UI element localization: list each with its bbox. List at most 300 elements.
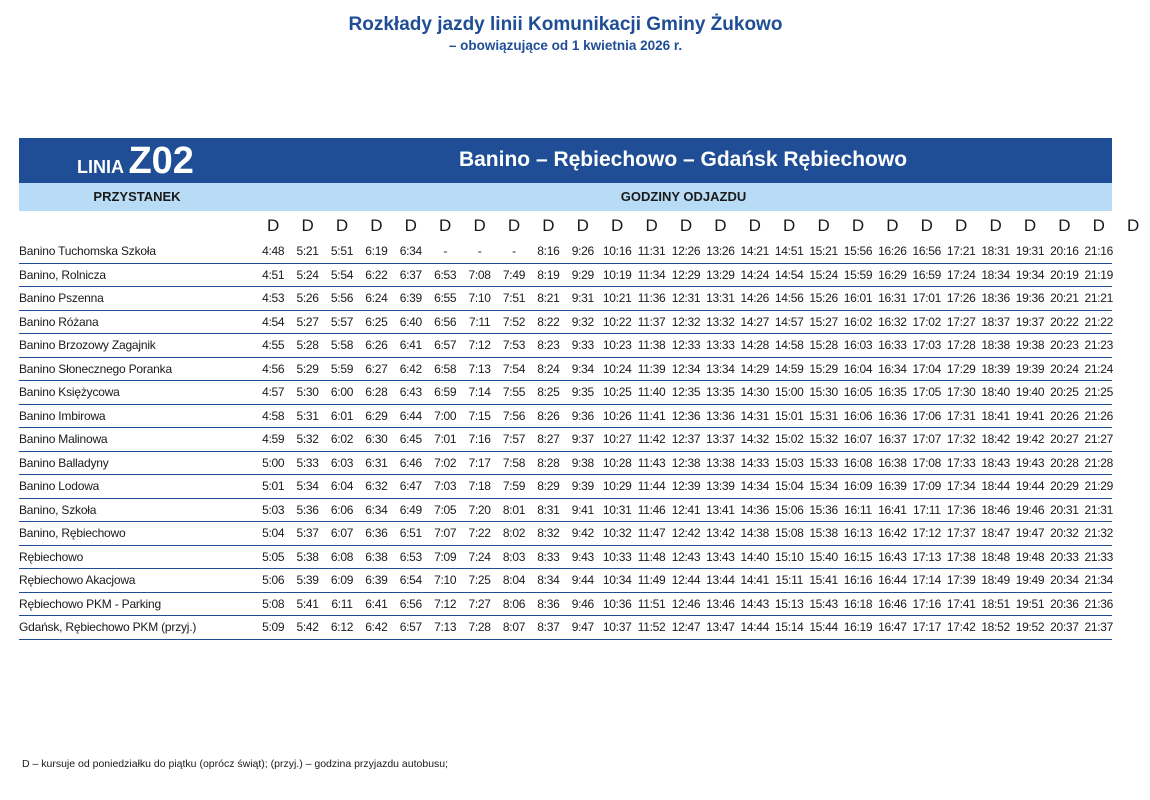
departure-time: 20:24 xyxy=(1050,361,1079,376)
departure-time: 16:09 xyxy=(843,479,873,493)
departure-time: 16:34 xyxy=(878,361,907,376)
departure-time: 15:13 xyxy=(774,596,804,611)
departure-time: 17:42 xyxy=(946,620,976,634)
departure-time: 10:36 xyxy=(602,596,632,611)
stop-name: Rębiechowo PKM - Parking xyxy=(19,596,161,611)
departure-time: 6:01 xyxy=(330,408,354,423)
departure-time: 8:26 xyxy=(537,408,560,423)
table-row xyxy=(19,381,1112,405)
departure-time: 9:39 xyxy=(571,479,594,493)
departure-time: 16:11 xyxy=(844,502,872,517)
day-code: D xyxy=(920,216,933,235)
departure-time: 10:31 xyxy=(602,502,632,517)
departure-time: 14:40 xyxy=(740,549,770,564)
departure-time: 5:56 xyxy=(330,291,354,305)
departure-time: 8:34 xyxy=(537,573,560,587)
departure-time: 5:26 xyxy=(296,291,319,305)
departure-time: 5:36 xyxy=(296,502,319,517)
departure-time: 17:39 xyxy=(946,573,976,587)
stop-name: Banino Pszenna xyxy=(19,291,104,305)
departure-time: 17:12 xyxy=(912,526,942,540)
departure-time: 17:36 xyxy=(946,502,976,517)
departure-time: 12:41 xyxy=(671,502,701,517)
day-code: D xyxy=(576,216,589,235)
departure-time: 19:36 xyxy=(1015,291,1045,305)
departure-time: 8:36 xyxy=(537,596,560,611)
departure-time: 13:47 xyxy=(706,620,735,634)
departure-time: 13:43 xyxy=(706,549,735,564)
departure-time: 17:30 xyxy=(946,385,976,399)
departure-time: 13:29 xyxy=(706,267,735,282)
departure-time: 21:21 xyxy=(1084,291,1114,305)
departure-time: 6:55 xyxy=(434,291,457,305)
departure-time: 5:04 xyxy=(262,526,285,540)
departure-time: 15:28 xyxy=(809,338,838,352)
departure-time: 14:30 xyxy=(740,385,770,399)
departure-time: 4:53 xyxy=(262,291,285,305)
departure-time: 18:44 xyxy=(981,479,1010,493)
departure-time: 7:57 xyxy=(502,432,526,446)
departure-time: 7:53 xyxy=(502,338,526,352)
departure-time: 15:27 xyxy=(809,314,838,329)
departure-time: 15:08 xyxy=(774,526,804,540)
departure-time: 7:12 xyxy=(434,596,457,611)
stop-name: Banino, Rębiechowo xyxy=(19,526,126,540)
table-row xyxy=(19,452,1112,476)
departure-time: 6:53 xyxy=(399,549,422,564)
column-header-bar xyxy=(19,183,1112,211)
departure-time: 5:30 xyxy=(296,385,319,399)
departure-time: 14:38 xyxy=(740,526,770,540)
departure-time: 19:43 xyxy=(1015,455,1045,470)
departure-time: 9:33 xyxy=(571,338,594,352)
departure-time: 6:41 xyxy=(365,596,388,611)
departure-time: 12:31 xyxy=(671,291,701,305)
departure-time: 6:22 xyxy=(365,267,388,282)
departure-time: 5:41 xyxy=(296,596,319,611)
departure-time: 19:34 xyxy=(1015,267,1045,282)
departure-time: 7:09 xyxy=(434,549,457,564)
stop-name: Banino Balladyny xyxy=(19,455,109,470)
departure-time: 21:23 xyxy=(1084,338,1114,352)
departure-time: 14:28 xyxy=(740,338,770,352)
table-row xyxy=(19,593,1112,617)
departure-time: 15:56 xyxy=(843,244,873,258)
departure-time: 16:04 xyxy=(843,361,873,376)
departure-time: 15:00 xyxy=(774,385,804,399)
departure-time: 10:23 xyxy=(602,338,632,352)
departure-time: 7:14 xyxy=(468,385,491,399)
departure-time: 16:47 xyxy=(878,620,907,634)
departure-time: 16:43 xyxy=(878,549,907,564)
departure-time: 15:36 xyxy=(809,502,838,517)
departure-time: 11:41 xyxy=(637,408,666,423)
day-code: D xyxy=(370,216,383,235)
departure-time: 6:31 xyxy=(365,455,388,470)
departure-time: 7:25 xyxy=(468,573,491,587)
departure-time: 9:44 xyxy=(571,573,594,587)
departure-time: 13:32 xyxy=(706,314,735,329)
departure-time: 17:26 xyxy=(946,291,976,305)
departure-time: 8:03 xyxy=(502,549,526,564)
departure-time: 6:53 xyxy=(434,267,457,282)
departure-time: 14:33 xyxy=(740,455,770,470)
day-code: D xyxy=(335,216,349,235)
departure-time: 7:07 xyxy=(434,526,457,540)
departure-time: 6:57 xyxy=(399,620,422,634)
table-row xyxy=(19,405,1112,429)
departure-time: 7:20 xyxy=(468,502,491,517)
departure-time: 17:34 xyxy=(946,479,976,493)
departure-time: 6:34 xyxy=(365,502,388,517)
departure-time: 21:29 xyxy=(1084,479,1114,493)
stop-name: Gdańsk, Rębiechowo PKM (przyj.) xyxy=(19,620,197,634)
departure-time: 16:26 xyxy=(878,244,907,258)
departure-time: 18:38 xyxy=(981,338,1010,352)
departure-time: 9:29 xyxy=(571,267,594,282)
departure-time: 16:35 xyxy=(878,385,907,399)
departure-time: 14:34 xyxy=(740,479,770,493)
departure-time: 6:06 xyxy=(330,502,354,517)
departure-time: 14:27 xyxy=(740,314,770,329)
departure-time: 10:32 xyxy=(602,526,632,540)
departure-time: 18:51 xyxy=(981,596,1010,611)
departure-time: 16:46 xyxy=(878,596,907,611)
departure-time: 16:05 xyxy=(843,385,873,399)
departure-time: 12:46 xyxy=(671,596,701,611)
departure-time: 19:39 xyxy=(1015,361,1045,376)
departure-time: 16:36 xyxy=(878,408,907,423)
departure-time: 7:15 xyxy=(468,408,491,423)
departure-time: 16:01 xyxy=(843,291,873,305)
departure-time: 17:24 xyxy=(946,267,976,282)
departure-time: 18:46 xyxy=(981,502,1010,517)
departure-time: 18:43 xyxy=(981,455,1010,470)
departure-time: 10:37 xyxy=(602,620,632,634)
departure-time: 7:28 xyxy=(468,620,491,634)
departure-time: 5:39 xyxy=(296,573,319,587)
departure-time: 18:42 xyxy=(981,432,1010,446)
departure-time: 16:41 xyxy=(878,502,907,517)
departure-time: 12:37 xyxy=(671,432,701,446)
departure-time: 21:19 xyxy=(1084,267,1114,282)
departure-time: 20:22 xyxy=(1050,314,1079,329)
departure-time: 20:16 xyxy=(1050,244,1079,258)
departure-time: 19:37 xyxy=(1015,314,1045,329)
departure-time: 6:34 xyxy=(399,244,422,258)
departure-time: 10:24 xyxy=(602,361,632,376)
departure-time: 6:40 xyxy=(399,314,422,329)
day-code: D xyxy=(1058,216,1071,235)
departure-time: 17:06 xyxy=(912,408,942,423)
departure-time: 13:39 xyxy=(706,479,735,493)
line-prefix: LINIA xyxy=(77,157,124,177)
departure-time: 13:41 xyxy=(706,502,735,517)
day-code: D xyxy=(955,216,968,235)
departure-time: 20:29 xyxy=(1050,479,1079,493)
departure-time: 21:27 xyxy=(1084,432,1114,446)
departure-time: 6:11 xyxy=(331,596,353,611)
day-code-row xyxy=(0,214,1140,238)
departure-time: 6:57 xyxy=(434,338,457,352)
departure-time: 6:38 xyxy=(365,549,388,564)
departure-time: 16:32 xyxy=(878,314,907,329)
departure-time: 8:21 xyxy=(537,291,560,305)
departure-time: 13:46 xyxy=(706,596,735,611)
departure-time: 12:44 xyxy=(671,573,701,587)
departure-time: 17:01 xyxy=(912,291,942,305)
departure-time: 20:34 xyxy=(1050,573,1079,587)
departure-time: 16:08 xyxy=(843,455,873,470)
departure-time: 19:44 xyxy=(1015,479,1045,493)
departure-time: 11:36 xyxy=(637,291,666,305)
departure-time: 7:18 xyxy=(468,479,491,493)
departure-time: 5:37 xyxy=(296,526,319,540)
departure-time: 12:36 xyxy=(671,408,701,423)
departure-time: 9:35 xyxy=(571,385,594,399)
departure-time: 14:57 xyxy=(774,314,804,329)
departure-time: 21:16 xyxy=(1084,244,1114,258)
departure-time: 18:34 xyxy=(981,267,1010,282)
day-code: D xyxy=(1127,216,1140,235)
departure-time: 5:57 xyxy=(330,314,354,329)
departure-time: 14:41 xyxy=(740,573,770,587)
departure-time: 16:03 xyxy=(843,338,873,352)
departure-time: 18:39 xyxy=(981,361,1010,376)
departure-time: 6:58 xyxy=(434,361,457,376)
day-code: D xyxy=(714,216,727,235)
departure-time: 15:14 xyxy=(774,620,804,634)
day-code: D xyxy=(679,216,693,235)
departure-time: 7:56 xyxy=(502,408,526,423)
departure-time: 8:29 xyxy=(537,479,560,493)
departure-time: 15:06 xyxy=(774,502,804,517)
departure-time: 14:43 xyxy=(740,596,770,611)
departure-time: 11:42 xyxy=(637,432,666,446)
departure-time: 15:04 xyxy=(774,479,804,493)
departure-time: 15:24 xyxy=(809,267,838,282)
stop-name: Banino Lodowa xyxy=(19,479,100,493)
departure-time: 6:45 xyxy=(399,432,422,446)
departure-time: 9:31 xyxy=(571,291,594,305)
departure-time: 21:33 xyxy=(1084,549,1114,564)
table-row xyxy=(19,311,1112,335)
departure-time: 19:41 xyxy=(1015,408,1045,423)
departure-time: 11:37 xyxy=(637,314,666,329)
departure-time: 11:31 xyxy=(637,244,666,258)
departure-time: 17:27 xyxy=(946,314,976,329)
departure-time: 4:57 xyxy=(262,385,285,399)
departure-time: 20:32 xyxy=(1050,526,1079,540)
departure-time: 21:37 xyxy=(1084,620,1114,634)
stop-name: Rębiechowo xyxy=(19,549,84,564)
departure-time: 21:28 xyxy=(1084,455,1114,470)
table-row xyxy=(19,499,1112,523)
departure-time: 18:52 xyxy=(981,620,1010,634)
departure-time: 18:49 xyxy=(981,573,1010,587)
departure-time: 14:32 xyxy=(740,432,770,446)
stop-name: Banino Tuchomska Szkoła xyxy=(19,244,156,258)
departure-time: 6:46 xyxy=(399,455,422,470)
departure-time: 19:31 xyxy=(1015,244,1045,258)
line-number: Z02 xyxy=(128,140,194,182)
departure-time: 10:22 xyxy=(602,314,632,329)
departure-time: 12:26 xyxy=(671,244,701,258)
departure-time: 15:03 xyxy=(774,455,804,470)
departure-time: 18:41 xyxy=(981,408,1010,423)
departure-time: 8:24 xyxy=(537,361,560,376)
departure-time: 6:07 xyxy=(330,526,354,540)
departure-time: 6:27 xyxy=(365,361,388,376)
departure-time: 6:49 xyxy=(399,502,422,517)
stop-name: Banino Różana xyxy=(19,314,99,329)
departure-time: 8:02 xyxy=(502,526,526,540)
departure-time: 20:31 xyxy=(1050,502,1079,517)
departure-time: 15:01 xyxy=(774,408,804,423)
departure-time: 12:39 xyxy=(671,479,701,493)
departure-time: 7:02 xyxy=(434,455,457,470)
departure-time: 21:32 xyxy=(1084,526,1114,540)
day-code: D xyxy=(817,216,830,235)
day-code: D xyxy=(1092,216,1105,235)
departure-time: 19:46 xyxy=(1015,502,1045,517)
departure-time: 21:25 xyxy=(1084,385,1114,399)
departure-time: 5:31 xyxy=(296,408,319,423)
departure-time: 20:33 xyxy=(1050,549,1079,564)
departure-time: 17:13 xyxy=(912,549,942,564)
departure-time: 18:48 xyxy=(981,549,1010,564)
departure-time: 7:27 xyxy=(468,596,491,611)
day-code: D xyxy=(886,216,899,235)
departure-time: 18:36 xyxy=(981,291,1010,305)
departure-time: 11:40 xyxy=(637,385,666,399)
table-row xyxy=(19,522,1112,546)
departure-time: 15:31 xyxy=(809,408,838,423)
departure-time: 16:18 xyxy=(843,596,873,611)
departure-time: 14:31 xyxy=(740,408,770,423)
departure-time: 5:58 xyxy=(330,338,354,352)
departure-time: 8:19 xyxy=(537,267,560,282)
page-title: Rozkłady jazdy linii Komunikacji Gminy Żukowo xyxy=(348,14,783,35)
departure-time: 5:27 xyxy=(296,314,319,329)
departure-time: 10:28 xyxy=(602,455,632,470)
departure-time: 6:41 xyxy=(399,338,422,352)
departure-time: 16:13 xyxy=(843,526,873,540)
departure-time: 21:34 xyxy=(1084,573,1114,587)
line-header-bar xyxy=(19,138,1112,183)
departure-time: 12:29 xyxy=(671,267,701,282)
day-code: D xyxy=(267,216,280,235)
departure-time: 6:39 xyxy=(365,573,388,587)
departure-time: 6:09 xyxy=(330,573,354,587)
departure-time: 16:16 xyxy=(843,573,873,587)
departure-time: 8:16 xyxy=(537,244,560,258)
departure-time: 8:31 xyxy=(537,502,560,517)
departure-time: 10:27 xyxy=(602,432,632,446)
departure-time: 9:47 xyxy=(571,620,594,634)
departure-time: 17:28 xyxy=(946,338,976,352)
day-code: D xyxy=(645,216,658,235)
departure-time: 16:37 xyxy=(878,432,907,446)
timetable-grid xyxy=(19,240,1112,640)
departure-time: 14:44 xyxy=(740,620,770,634)
departure-time: 8:01 xyxy=(502,502,526,517)
departure-time: 5:42 xyxy=(296,620,319,634)
departure-time: 15:11 xyxy=(775,573,804,587)
departure-time: 11:38 xyxy=(637,338,666,352)
departure-time: 19:52 xyxy=(1015,620,1045,634)
departure-time: 9:43 xyxy=(571,549,594,564)
departure-time: 17:04 xyxy=(912,361,942,376)
departure-time: 11:46 xyxy=(637,502,666,517)
departure-time: 16:38 xyxy=(878,455,907,470)
departure-time: 17:03 xyxy=(912,338,942,352)
departure-time: 9:46 xyxy=(571,596,594,611)
table-row xyxy=(19,475,1112,499)
departure-time: 15:29 xyxy=(809,361,838,376)
departure-time: 5:54 xyxy=(330,267,354,282)
departure-time: 6:37 xyxy=(399,267,422,282)
departure-time: 5:32 xyxy=(296,432,319,446)
departure-time: 17:02 xyxy=(912,314,942,329)
departure-time: 11:49 xyxy=(637,573,666,587)
departure-time: 5:28 xyxy=(296,338,319,352)
departure-time: 6:56 xyxy=(434,314,457,329)
departure-time: 11:44 xyxy=(637,479,666,493)
departure-time: 5:09 xyxy=(262,620,285,634)
departure-time: 8:23 xyxy=(537,338,560,352)
departures-column-header: GODZINY ODJAZDU xyxy=(620,189,747,204)
departure-time: 5:59 xyxy=(330,361,354,376)
departure-time: 9:41 xyxy=(571,502,594,517)
departure-time: 17:31 xyxy=(946,408,976,423)
departure-time: 7:10 xyxy=(468,291,491,305)
table-row xyxy=(19,358,1112,382)
day-code: D xyxy=(507,216,521,235)
stop-name: Rębiechowo Akacjowa xyxy=(19,573,136,587)
departure-time: 21:24 xyxy=(1084,361,1114,376)
departure-time: 17:41 xyxy=(946,596,976,611)
departure-time: 13:26 xyxy=(706,244,735,258)
departure-time: 12:33 xyxy=(671,338,701,352)
day-code: D xyxy=(473,216,486,235)
departure-time: 14:59 xyxy=(774,361,804,376)
departure-time: 13:42 xyxy=(706,526,735,540)
departure-time: 16:31 xyxy=(878,291,907,305)
page-subtitle: – obowiązujące od 1 kwietnia 2026 r. xyxy=(448,38,683,53)
departure-time: 8:33 xyxy=(537,549,560,564)
departure-time: 8:04 xyxy=(502,573,526,587)
day-code: D xyxy=(301,216,314,235)
departure-time: 7:08 xyxy=(468,267,491,282)
departure-time: 17:05 xyxy=(912,385,942,399)
departure-time: 4:48 xyxy=(262,244,285,258)
day-code: D xyxy=(1023,216,1037,235)
departure-time: 13:38 xyxy=(706,455,735,470)
departure-time: 13:31 xyxy=(706,291,735,305)
departure-time: 16:56 xyxy=(912,244,942,258)
departure-time: 5:21 xyxy=(296,244,319,258)
departure-time: 12:43 xyxy=(671,549,701,564)
departure-time: 10:21 xyxy=(602,291,632,305)
route-title: Banino – Rębiechowo – Gdańsk Rębiechowo xyxy=(458,148,908,171)
table-row xyxy=(19,616,1112,640)
departure-time: 6:43 xyxy=(399,385,422,399)
departure-time: 17:33 xyxy=(946,455,976,470)
departure-time: 15:43 xyxy=(809,596,838,611)
departure-time: 6:51 xyxy=(399,526,422,540)
departure-time: 4:51 xyxy=(262,267,285,282)
